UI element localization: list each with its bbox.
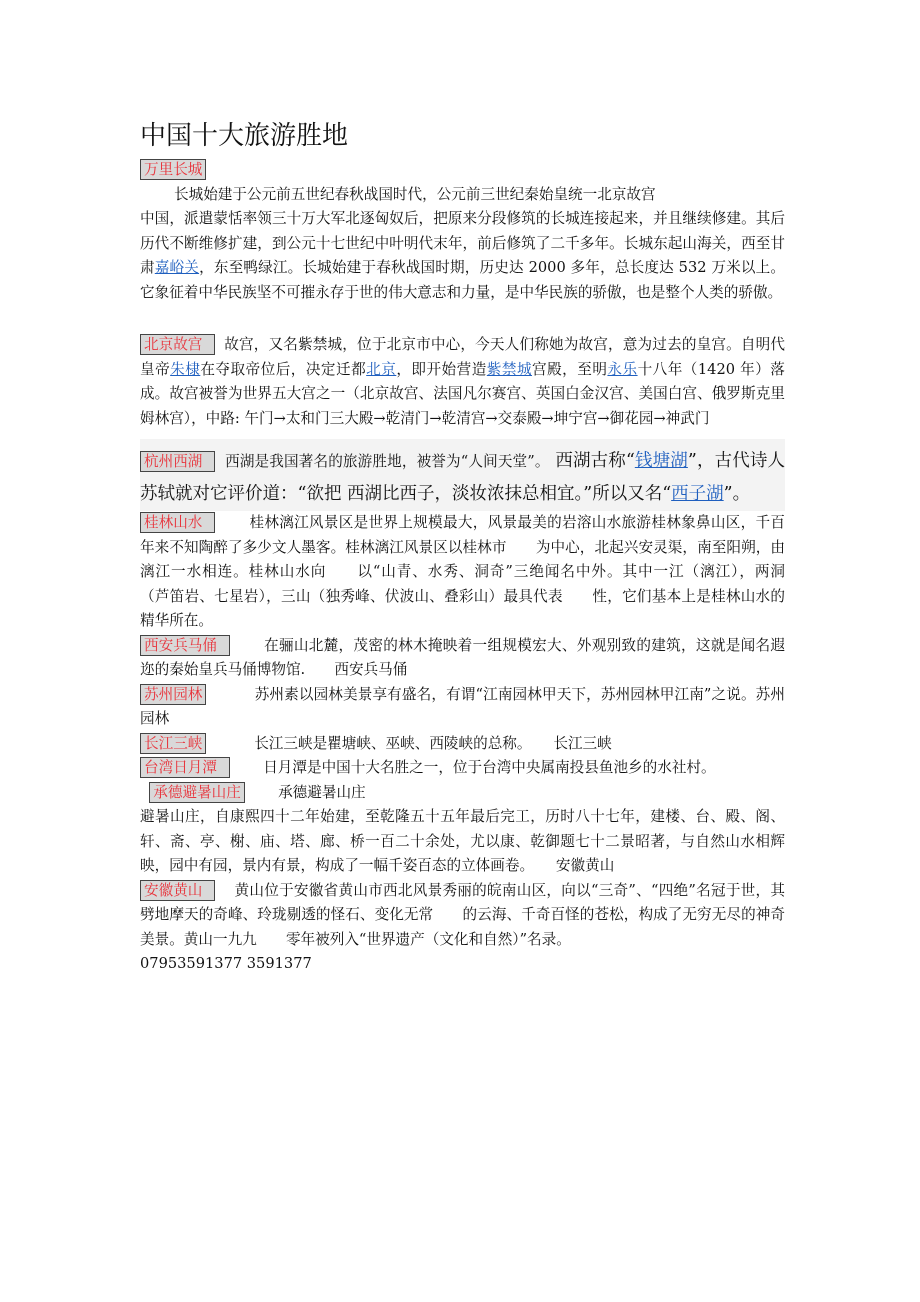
section-body (140, 756, 785, 781)
body-text: 长江三峡是瞿塘峡、巫峡、西陵峡的总称。 长江三峡 (254, 734, 612, 752)
body-text: 宫殿，至明 (532, 360, 608, 378)
section-suzhou (140, 683, 785, 732)
section-tag: 西安兵马俑 (140, 635, 230, 656)
body-text: 在骊山北麓，茂密的林木掩映着一组规模宏大、外观别致的建筑，这就是闻名遐迩的秦始皇兵马俑博物馆. 西安兵马俑 (140, 636, 785, 678)
section-forbidden-city (140, 333, 785, 431)
section-huangshan (140, 879, 785, 953)
section-tag: 桂林山水 (140, 512, 215, 533)
section-body (140, 511, 815, 634)
body-text: ”。 (723, 484, 751, 504)
document-page (140, 118, 815, 977)
section-body (140, 732, 785, 757)
section-tag: 苏州园林 (140, 684, 206, 705)
body-text: ”，古代诗人苏轼就对它评价道：“欲把 西湖比西子，淡妆浓抹总相宜。”所以又名“ (140, 451, 785, 504)
section-sun-moon-lake (140, 756, 785, 781)
section-body (140, 333, 785, 431)
section-body: 避暑山庄，自康熙四十二年始建，至乾隆五十五年最后完工，历时八十七年，建楼、台、殿、阁、轩、斋、亭、榭、庙、塔、廊、桥一百二十余处，尤以康、乾御题七十二景昭著，与自然山水相辉映，园中有园，景内有景，构成了一幅千姿百态的立体画卷。 安徽黄山 (140, 808, 785, 874)
section-west-lake (140, 439, 785, 511)
body-text: 桂林漓江风景区是世界上规模最大，风景最美的岩溶山水旅游桂林象鼻山区，千百年来不知陶醉了多少文人墨客。桂林漓江风景区以桂林市 为中心，北起兴安灵渠，南至阳朔，由漓江一水相连。桂林山水向 以“山青、水秀、洞奇”三绝闻名中外。其中一江（漓江），两洞 （芦笛岩、七星岩），三山（独秀峰、伏波山、叠彩山）最具代表 性，它们基本上是桂林山水的精华所在。 (140, 514, 815, 629)
section-tag: 万里长城 (140, 159, 206, 180)
section-tag: 杭州西湖 (140, 451, 215, 472)
section-tag: 长江三峡 (140, 733, 206, 754)
section-tag: 承德避暑山庄 (149, 782, 245, 803)
body-text: 西湖是我国著名的旅游胜地，被誉为“人间天堂”。 (225, 453, 550, 470)
section-guilin (140, 511, 815, 634)
body-text: 苏州素以园林美景享有盛名，有谓“江南园林甲天下，苏州园林甲江南”之说。苏州园林 (140, 685, 785, 727)
link-jiayuguan[interactable]: 嘉峪关 (154, 259, 200, 276)
body-text: ，即开始营造 (396, 360, 487, 378)
section-body (140, 634, 785, 683)
body-text: 故宫，又名紫禁城，位于北京市中心，今天人们称她为故宫，意为过去的皇宫。自明代皇帝 (140, 336, 785, 378)
body-text: 在夺取帝位后，决定迁都 (200, 360, 367, 378)
body-text: 黄山位于安徽省黄山市西北风景秀丽的皖南山区，向以“三奇”、“四绝”名冠于世，其劈地摩天的奇峰、玲珑剔透的怪石、变化无常 的云海、千奇百怪的苍松，构成了无穷无尽的神奇美景。黄山一九九 零年被列入“世界遗产（文化和自然）”名录。 (140, 881, 785, 948)
section-great-wall (140, 158, 785, 305)
body-text: 中国，派遣蒙恬率领三十万大军北逐匈奴后，把原来分段修筑的长城连接起来，并且继续修建。其后历代不断维修扩建，到公元十七世纪中叶明代末年，前后修筑了二千多年。长城东起山海关，西至甘肃 (140, 210, 785, 276)
section-tag: 台湾日月潭 (140, 757, 230, 778)
footer-phone: 07953591377 3591377 (140, 955, 312, 972)
section-first-line (140, 781, 785, 806)
link-beijing[interactable]: 北京 (366, 360, 397, 378)
body-text: ，东至鸭绿江。长城始建于春秋战国时期，历史达 2000 多年，总长度达 532 万米以上。它象征着中华民族坚不可摧永存于世的伟大意志和力量，是中华民族的骄傲，也是整个人类的骄傲。 (140, 259, 785, 301)
body-text: 日月潭是中国十大名胜之一，位于台湾中央属南投县鱼池乡的水社村。 (263, 759, 716, 776)
section-body (140, 683, 785, 732)
section-terracotta (140, 634, 785, 683)
link-zhudi[interactable]: 朱棣 (170, 360, 201, 378)
link-zijincheng[interactable]: 紫禁城 (486, 360, 533, 378)
section-tag: 安徽黄山 (140, 880, 215, 901)
section-chengde (140, 781, 785, 879)
body-text: 西湖古称“ (555, 451, 635, 471)
body-text: 十八年（1420 年）落成。故宫被誉为世界五大宫之一（北京故宫、法国凡尔赛宫、英国白金汉宫、美国白宫、俄罗斯克里姆林宫），中路: 午门→太和门三大殿→乾清门→乾清宫→交泰殿→坤宁宫→御花园→神武门 (140, 360, 785, 427)
section-body (140, 207, 785, 305)
section-body (140, 445, 785, 511)
link-yongle[interactable]: 永乐 (607, 360, 638, 378)
section-three-gorges (140, 732, 785, 757)
body-text: 承德避暑山庄 (278, 783, 366, 801)
section-tag: 北京故宫 (140, 334, 215, 355)
section-first-line: 长城始建于公元前五世纪春秋战国时代，公元前三世纪秦始皇统一北京故宫 (174, 185, 656, 203)
link-qiantanghu[interactable]: 钱塘湖 (634, 451, 688, 471)
link-xizihu[interactable]: 西子湖 (671, 484, 724, 504)
page-title: 中国十大旅游胜地 (140, 121, 349, 151)
section-body (140, 879, 785, 953)
